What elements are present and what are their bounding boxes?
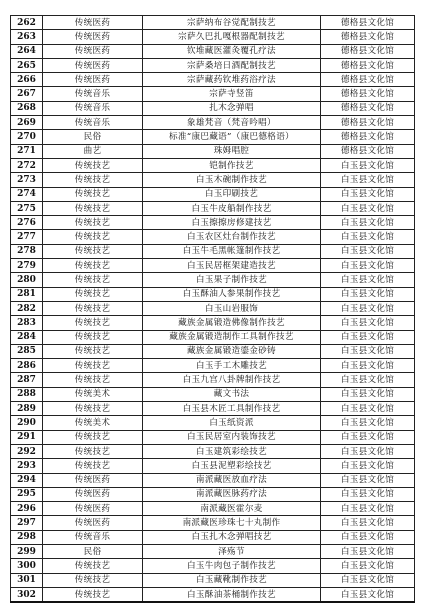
organization-cell: 白玉县文化馆 bbox=[321, 216, 415, 230]
organization-cell: 白玉县文化馆 bbox=[321, 573, 415, 587]
category-cell: 传统音乐 bbox=[43, 116, 143, 130]
project-name-cell: 藏族金属锻造制作工具制作技艺 bbox=[143, 330, 321, 344]
category-cell: 传统技艺 bbox=[43, 259, 143, 273]
organization-cell: 德格县文化馆 bbox=[321, 87, 415, 101]
project-name-cell: 钦堆藏医灌灸覆孔疗法 bbox=[143, 44, 321, 58]
table-row bbox=[11, 259, 415, 273]
table-row bbox=[11, 44, 415, 58]
project-name-cell: 白玉擦擦房修建技艺 bbox=[143, 216, 321, 230]
row-number-cell: 277 bbox=[11, 230, 43, 244]
row-number-cell: 295 bbox=[11, 487, 43, 501]
category-cell: 传统技艺 bbox=[43, 459, 143, 473]
category-cell: 传统技艺 bbox=[43, 330, 143, 344]
row-number-cell: 285 bbox=[11, 344, 43, 358]
row-number-cell: 284 bbox=[11, 330, 43, 344]
table-row bbox=[11, 130, 415, 144]
organization-cell: 白玉县文化馆 bbox=[321, 173, 415, 187]
category-cell: 传统技艺 bbox=[43, 587, 143, 602]
category-cell: 传统医药 bbox=[43, 30, 143, 44]
project-name-cell: 宗萨藏药钦堆药浴疗法 bbox=[143, 73, 321, 87]
table-row bbox=[11, 459, 415, 473]
table-row bbox=[11, 30, 415, 44]
table-row bbox=[11, 244, 415, 258]
project-name-cell: 白玉县泥塑彩绘技艺 bbox=[143, 459, 321, 473]
row-number-cell: 274 bbox=[11, 187, 43, 201]
table-row bbox=[11, 187, 415, 201]
row-number-cell: 267 bbox=[11, 87, 43, 101]
row-number-cell: 273 bbox=[11, 173, 43, 187]
project-name-cell: 标准“康巴藏语”（康巴德格语） bbox=[143, 130, 321, 144]
row-number-cell: 294 bbox=[11, 473, 43, 487]
project-name-cell: 白玉民居室内装饰技艺 bbox=[143, 430, 321, 444]
row-number-cell: 296 bbox=[11, 502, 43, 516]
row-number-cell: 262 bbox=[11, 16, 43, 30]
row-number-cell: 266 bbox=[11, 73, 43, 87]
table-row bbox=[11, 330, 415, 344]
project-name-cell: 白玉县木匠工具制作技艺 bbox=[143, 402, 321, 416]
project-name-cell: 白玉牛毛黑帐篷制作技艺 bbox=[143, 244, 321, 258]
organization-cell: 白玉县文化馆 bbox=[321, 187, 415, 201]
category-cell: 民俗 bbox=[43, 544, 143, 558]
organization-cell: 白玉县文化馆 bbox=[321, 359, 415, 373]
project-name-cell: 白玉牛肉包子制作技艺 bbox=[143, 559, 321, 573]
organization-cell: 白玉县文化馆 bbox=[321, 444, 415, 458]
row-number-cell: 292 bbox=[11, 444, 43, 458]
organization-cell: 德格县文化馆 bbox=[321, 58, 415, 72]
project-name-cell: 白玉木碗制作技艺 bbox=[143, 173, 321, 187]
project-name-cell: 白玉酥油人参果制作技艺 bbox=[143, 287, 321, 301]
organization-cell: 白玉县文化馆 bbox=[321, 587, 415, 602]
project-name-cell: 藏文书法 bbox=[143, 387, 321, 401]
category-cell: 传统技艺 bbox=[43, 173, 143, 187]
project-name-cell: 扎木念弹唱 bbox=[143, 101, 321, 115]
category-cell: 传统技艺 bbox=[43, 158, 143, 172]
organization-cell: 白玉县文化馆 bbox=[321, 316, 415, 330]
category-cell: 传统音乐 bbox=[43, 530, 143, 544]
row-number-cell: 271 bbox=[11, 144, 43, 158]
category-cell: 传统技艺 bbox=[43, 373, 143, 387]
category-cell: 传统技艺 bbox=[43, 230, 143, 244]
project-name-cell: 宗萨纳布谷觉配制技艺 bbox=[143, 16, 321, 30]
table-row bbox=[11, 230, 415, 244]
project-name-cell: 白玉扎木念弹唱技艺 bbox=[143, 530, 321, 544]
row-number-cell: 302 bbox=[11, 587, 43, 602]
table-row bbox=[11, 359, 415, 373]
project-name-cell: 宗萨久巴扎嘎根器配制技艺 bbox=[143, 30, 321, 44]
organization-cell: 德格县文化馆 bbox=[321, 73, 415, 87]
table-row bbox=[11, 58, 415, 72]
project-name-cell: 白玉建筑彩绘技艺 bbox=[143, 444, 321, 458]
project-name-cell: 白玉果子制作技艺 bbox=[143, 273, 321, 287]
organization-cell: 德格县文化馆 bbox=[321, 101, 415, 115]
row-number-cell: 283 bbox=[11, 316, 43, 330]
category-cell: 传统技艺 bbox=[43, 273, 143, 287]
table-row bbox=[11, 530, 415, 544]
category-cell: 传统医药 bbox=[43, 58, 143, 72]
table-row bbox=[11, 301, 415, 315]
table-row bbox=[11, 73, 415, 87]
project-name-cell: 南派藏医珍珠七十丸制作 bbox=[143, 516, 321, 530]
organization-cell: 白玉县文化馆 bbox=[321, 201, 415, 215]
table-row bbox=[11, 416, 415, 430]
category-cell: 传统美术 bbox=[43, 387, 143, 401]
table-row bbox=[11, 544, 415, 558]
organization-cell: 白玉县文化馆 bbox=[321, 459, 415, 473]
category-cell: 传统技艺 bbox=[43, 344, 143, 358]
organization-cell: 德格县文化馆 bbox=[321, 144, 415, 158]
project-name-cell: 白玉牛皮船制作技艺 bbox=[143, 201, 321, 215]
project-name-cell: 白玉手工木雕技艺 bbox=[143, 359, 321, 373]
row-number-cell: 270 bbox=[11, 130, 43, 144]
table-row bbox=[11, 487, 415, 501]
organization-cell: 白玉县文化馆 bbox=[321, 259, 415, 273]
row-number-cell: 289 bbox=[11, 402, 43, 416]
category-cell: 传统医药 bbox=[43, 16, 143, 30]
organization-cell: 白玉县文化馆 bbox=[321, 330, 415, 344]
organization-cell: 白玉县文化馆 bbox=[321, 430, 415, 444]
row-number-cell: 265 bbox=[11, 58, 43, 72]
table-row bbox=[11, 402, 415, 416]
project-name-cell: 藏族金属锻造佛像制作技艺 bbox=[143, 316, 321, 330]
table-row bbox=[11, 387, 415, 401]
table-row bbox=[11, 116, 415, 130]
category-cell: 传统技艺 bbox=[43, 444, 143, 458]
table-row bbox=[11, 216, 415, 230]
organization-cell: 白玉县文化馆 bbox=[321, 387, 415, 401]
category-cell: 传统美术 bbox=[43, 416, 143, 430]
document-page bbox=[10, 15, 414, 603]
row-number-cell: 297 bbox=[11, 516, 43, 530]
category-cell: 曲艺 bbox=[43, 144, 143, 158]
row-number-cell: 278 bbox=[11, 244, 43, 258]
organization-cell: 白玉县文化馆 bbox=[321, 416, 415, 430]
project-name-cell: 象雄梵音（梵音吟唱） bbox=[143, 116, 321, 130]
category-cell: 传统技艺 bbox=[43, 216, 143, 230]
project-name-cell: 宗萨桑培日酒配制技艺 bbox=[143, 58, 321, 72]
row-number-cell: 290 bbox=[11, 416, 43, 430]
row-number-cell: 275 bbox=[11, 201, 43, 215]
category-cell: 传统技艺 bbox=[43, 187, 143, 201]
organization-cell: 白玉县文化馆 bbox=[321, 473, 415, 487]
project-name-cell: 宗萨寺竖笛 bbox=[143, 87, 321, 101]
project-name-cell: 南派藏医放血疗法 bbox=[143, 473, 321, 487]
category-cell: 传统技艺 bbox=[43, 430, 143, 444]
row-number-cell: 264 bbox=[11, 44, 43, 58]
category-cell: 传统音乐 bbox=[43, 87, 143, 101]
organization-cell: 白玉县文化馆 bbox=[321, 502, 415, 516]
organization-cell: 白玉县文化馆 bbox=[321, 344, 415, 358]
row-number-cell: 263 bbox=[11, 30, 43, 44]
project-name-cell: 白玉山岩服饰 bbox=[143, 301, 321, 315]
category-cell: 传统技艺 bbox=[43, 559, 143, 573]
category-cell: 传统技艺 bbox=[43, 316, 143, 330]
row-number-cell: 298 bbox=[11, 530, 43, 544]
organization-cell: 德格县文化馆 bbox=[321, 16, 415, 30]
row-number-cell: 281 bbox=[11, 287, 43, 301]
table-row bbox=[11, 316, 415, 330]
organization-cell: 白玉县文化馆 bbox=[321, 487, 415, 501]
row-number-cell: 288 bbox=[11, 387, 43, 401]
row-number-cell: 279 bbox=[11, 259, 43, 273]
project-name-cell: 白玉九宫八卦牌制作技艺 bbox=[143, 373, 321, 387]
category-cell: 传统技艺 bbox=[43, 359, 143, 373]
table-row bbox=[11, 373, 415, 387]
project-name-cell: 藏族金属锻造鎏金砂铸 bbox=[143, 344, 321, 358]
table-row bbox=[11, 344, 415, 358]
category-cell: 传统技艺 bbox=[43, 301, 143, 315]
category-cell: 传统医药 bbox=[43, 73, 143, 87]
table-row bbox=[11, 559, 415, 573]
organization-cell: 德格县文化馆 bbox=[321, 130, 415, 144]
category-cell: 传统技艺 bbox=[43, 244, 143, 258]
project-name-cell: 南派藏医霍尔麦 bbox=[143, 502, 321, 516]
table-row bbox=[11, 144, 415, 158]
category-cell: 传统技艺 bbox=[43, 201, 143, 215]
organization-cell: 白玉县文化馆 bbox=[321, 158, 415, 172]
organization-cell: 白玉县文化馆 bbox=[321, 402, 415, 416]
project-name-cell: 白玉民居框架建造技艺 bbox=[143, 259, 321, 273]
row-number-cell: 286 bbox=[11, 359, 43, 373]
organization-cell: 白玉县文化馆 bbox=[321, 559, 415, 573]
table-row bbox=[11, 158, 415, 172]
row-number-cell: 291 bbox=[11, 430, 43, 444]
table-row bbox=[11, 473, 415, 487]
category-cell: 传统技艺 bbox=[43, 287, 143, 301]
row-number-cell: 293 bbox=[11, 459, 43, 473]
category-cell: 传统医药 bbox=[43, 516, 143, 530]
row-number-cell: 300 bbox=[11, 559, 43, 573]
project-name-cell: 白玉藏靴制作技艺 bbox=[143, 573, 321, 587]
row-number-cell: 301 bbox=[11, 573, 43, 587]
organization-cell: 白玉县文化馆 bbox=[321, 287, 415, 301]
organization-cell: 白玉县文化馆 bbox=[321, 230, 415, 244]
organization-cell: 德格县文化馆 bbox=[321, 116, 415, 130]
row-number-cell: 268 bbox=[11, 101, 43, 115]
organization-cell: 白玉县文化馆 bbox=[321, 530, 415, 544]
organization-cell: 德格县文化馆 bbox=[321, 30, 415, 44]
project-name-cell: 白玉纸资派 bbox=[143, 416, 321, 430]
category-cell: 传统医药 bbox=[43, 487, 143, 501]
row-number-cell: 272 bbox=[11, 158, 43, 172]
project-name-cell: 白玉酥油茶桶制作技艺 bbox=[143, 587, 321, 602]
organization-cell: 德格县文化馆 bbox=[321, 44, 415, 58]
project-name-cell: 南派藏医脉药疗法 bbox=[143, 487, 321, 501]
category-cell: 传统医药 bbox=[43, 44, 143, 58]
table-row bbox=[11, 101, 415, 115]
project-name-cell: 白玉农区灶台制作技艺 bbox=[143, 230, 321, 244]
heritage-table bbox=[10, 15, 415, 603]
table-row bbox=[11, 516, 415, 530]
organization-cell: 白玉县文化馆 bbox=[321, 373, 415, 387]
category-cell: 传统医药 bbox=[43, 502, 143, 516]
table-body bbox=[11, 16, 415, 603]
project-name-cell: 泽殇节 bbox=[143, 544, 321, 558]
row-number-cell: 299 bbox=[11, 544, 43, 558]
table-row bbox=[11, 573, 415, 587]
organization-cell: 白玉县文化馆 bbox=[321, 516, 415, 530]
table-row bbox=[11, 444, 415, 458]
row-number-cell: 269 bbox=[11, 116, 43, 130]
table-row bbox=[11, 16, 415, 30]
category-cell: 传统技艺 bbox=[43, 402, 143, 416]
project-name-cell: 铠制作技艺 bbox=[143, 158, 321, 172]
row-number-cell: 282 bbox=[11, 301, 43, 315]
table-row bbox=[11, 173, 415, 187]
table-row bbox=[11, 87, 415, 101]
row-number-cell: 276 bbox=[11, 216, 43, 230]
category-cell: 传统医药 bbox=[43, 473, 143, 487]
organization-cell: 白玉县文化馆 bbox=[321, 301, 415, 315]
category-cell: 传统技艺 bbox=[43, 573, 143, 587]
category-cell: 传统音乐 bbox=[43, 101, 143, 115]
table-row bbox=[11, 287, 415, 301]
table-row bbox=[11, 502, 415, 516]
project-name-cell: 白玉印刷技艺 bbox=[143, 187, 321, 201]
organization-cell: 白玉县文化馆 bbox=[321, 273, 415, 287]
organization-cell: 白玉县文化馆 bbox=[321, 544, 415, 558]
project-name-cell: 珠姆唱腔 bbox=[143, 144, 321, 158]
row-number-cell: 287 bbox=[11, 373, 43, 387]
category-cell: 民俗 bbox=[43, 130, 143, 144]
organization-cell: 白玉县文化馆 bbox=[321, 244, 415, 258]
table-row bbox=[11, 201, 415, 215]
table-row bbox=[11, 273, 415, 287]
table-row bbox=[11, 430, 415, 444]
row-number-cell: 280 bbox=[11, 273, 43, 287]
